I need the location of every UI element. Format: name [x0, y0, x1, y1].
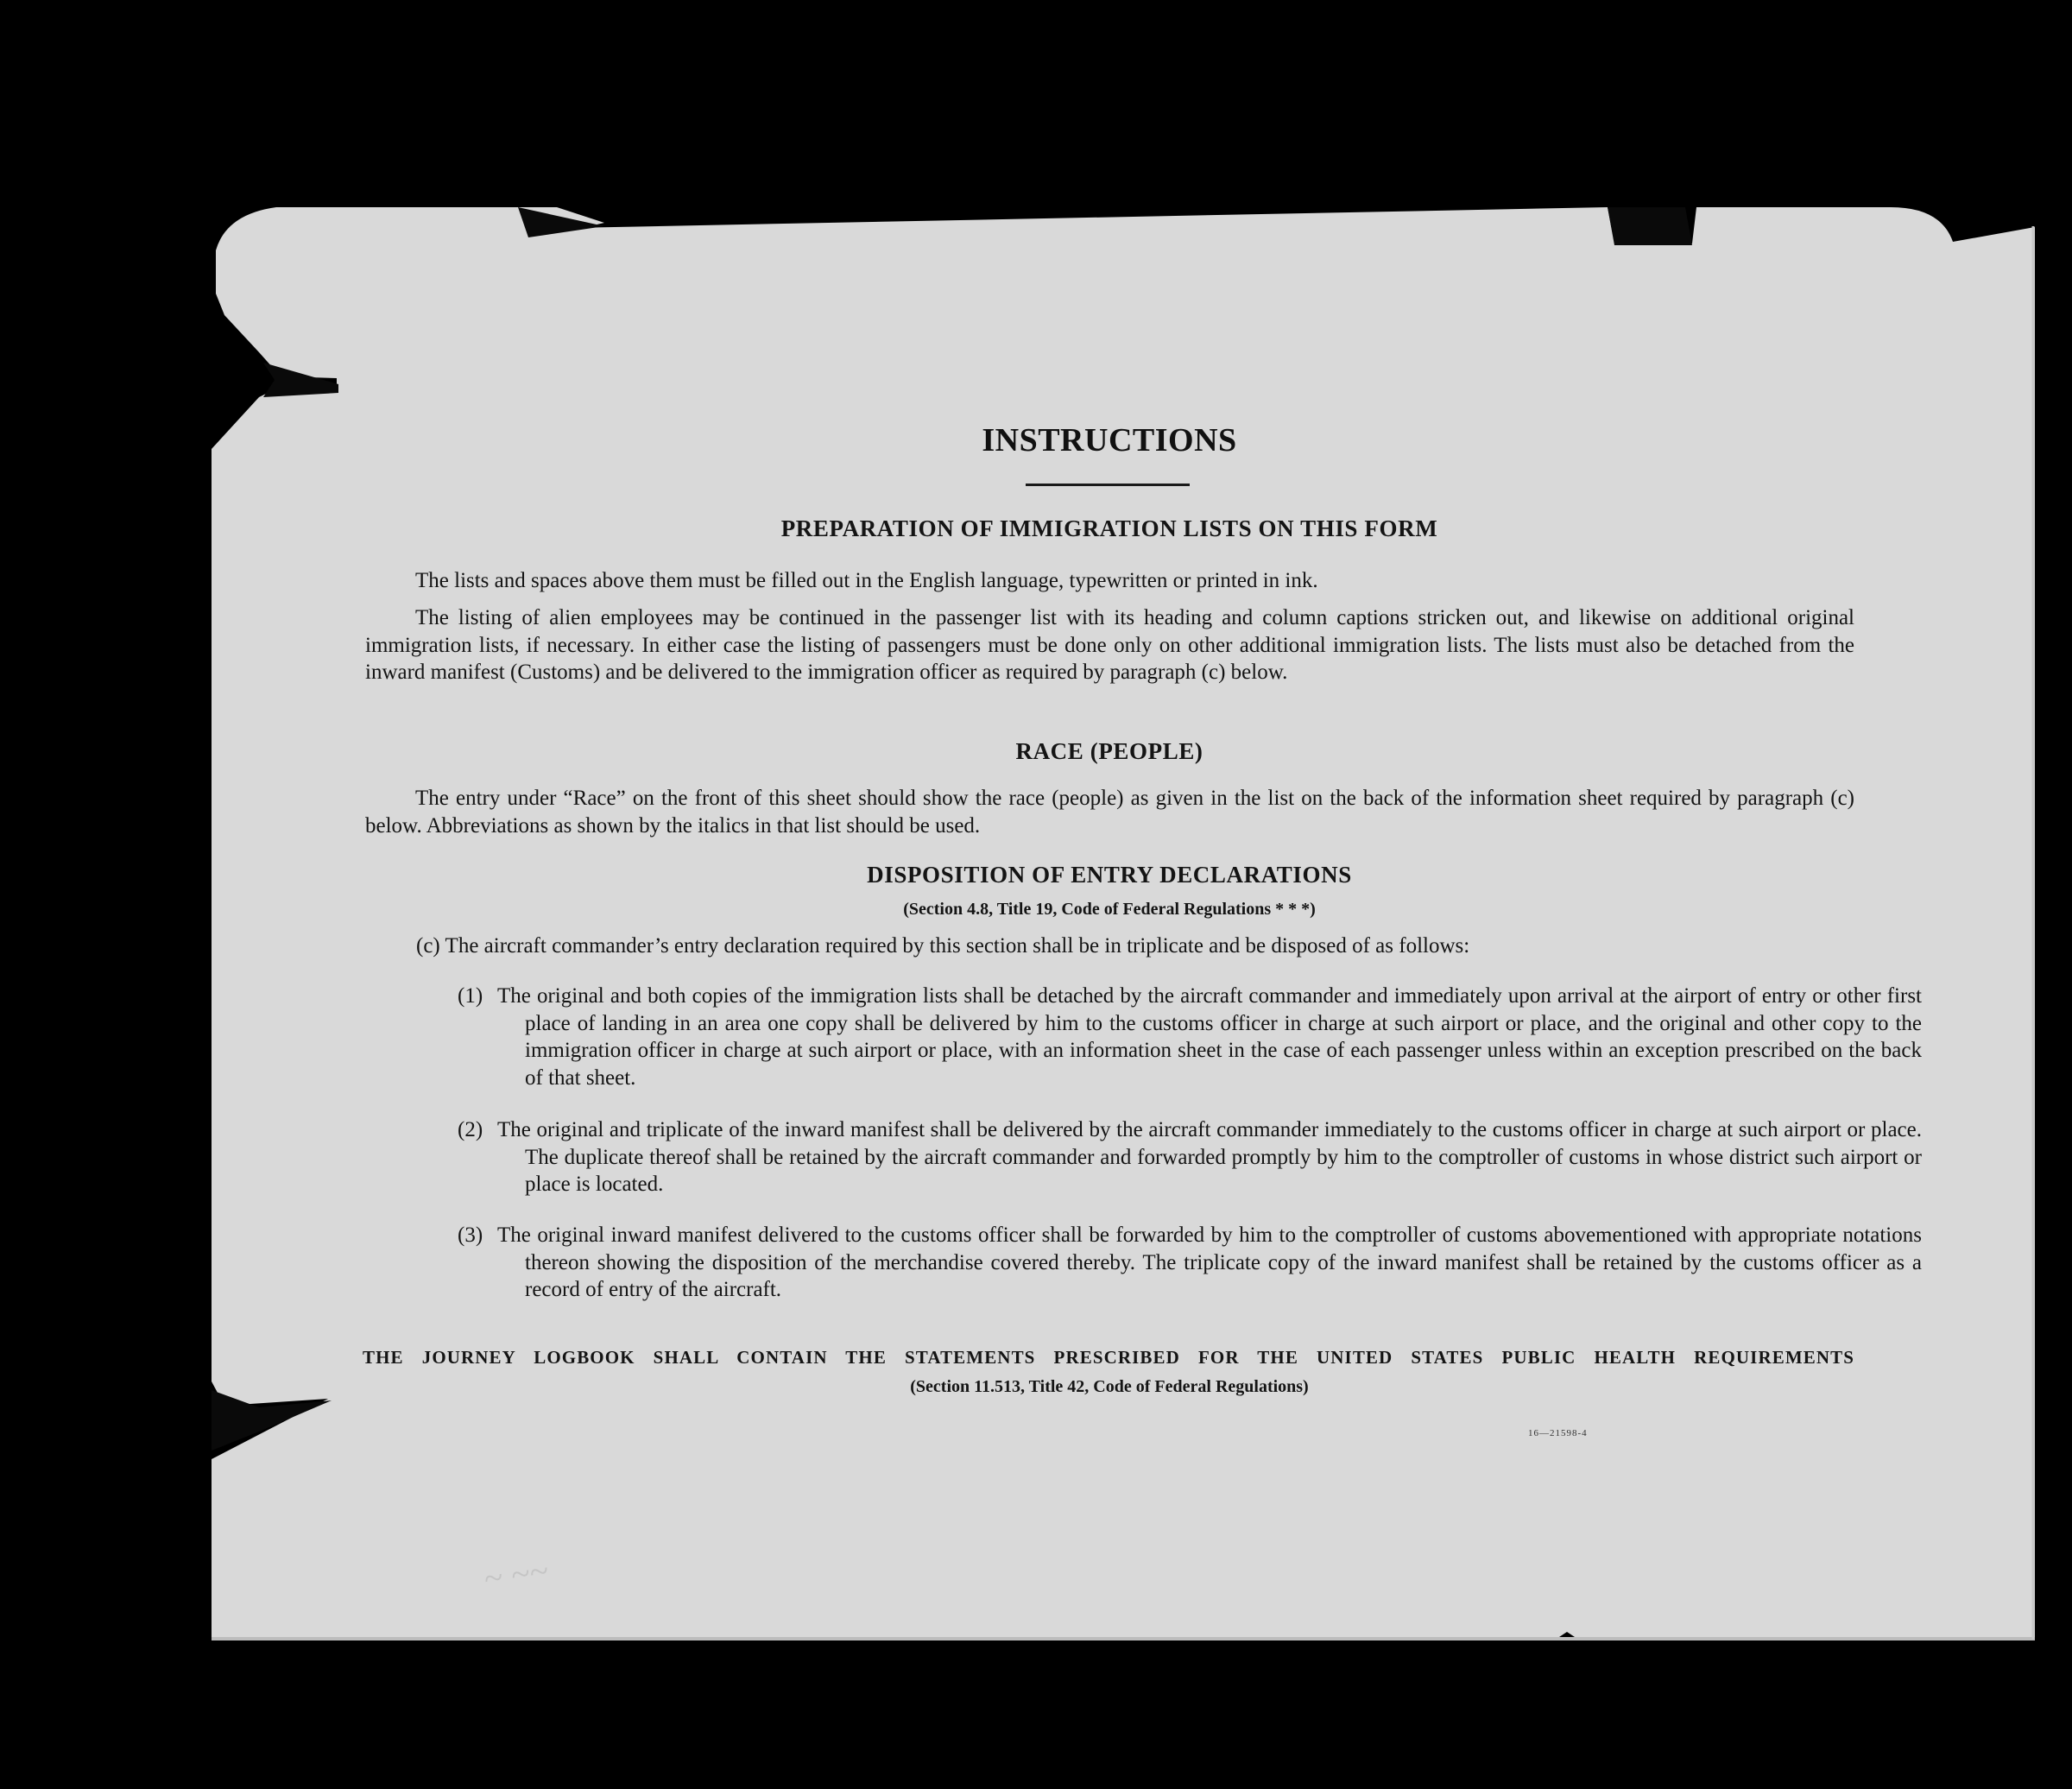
disposition-item-3 — [458, 1222, 1922, 1304]
heading-disposition: DISPOSITION OF ENTRY DECLARATIONS — [867, 862, 1352, 888]
disposition-intro: (c) The aircraft commander’s entry declaration required by this section shall be in triplicate and be disposed of as follows: — [416, 934, 1470, 958]
form-number: 16—21598-4 — [1528, 1428, 1588, 1438]
faint-signature-mark: ~ ~~ — [481, 1551, 551, 1598]
item-text: The original and triplicate of the inward manifest shall be delivered by the aircraft commander immediately to the customs officer in charge at such airport or place. The duplicate thereof shall be retained by the aircraft commander and forwarded promptly by him to the comptroller of customs in whose district such airport or place is located. — [497, 1118, 1922, 1196]
disposition-subnote: (Section 4.8, Title 19, Code of Federal Regulations * * *) — [903, 900, 1316, 919]
heading-preparation: PREPARATION OF IMMIGRATION LISTS ON THIS FORM — [780, 515, 1438, 541]
item-number: (1) — [458, 984, 483, 1008]
item-number: (3) — [458, 1223, 483, 1247]
disposition-item-1 — [458, 983, 1922, 1091]
footer-requirement-line: THE JOURNEY LOGBOOK SHALL CONTAIN THE STATEMENTS PRESCRIBED FOR THE UNITED STATES PUBLIC HEALTH REQUIREMENTS — [363, 1347, 1854, 1368]
preparation-paragraph-2: The listing of alien employees may be continued in the passenger list with its heading and column captions stricken out, and likewise on additional original immigration lists, if necessary. In either case the listing of passengers must be done only on other additional immigration lists. The lists must also be detached from the inward manifest (Customs) and be delivered to the immigration officer as required by paragraph (c) below. — [365, 606, 1854, 684]
item-text: The original inward manifest delivered to the customs officer shall be forwarded by him to the comptroller of customs abovementioned with appropriate notations thereon showing the disposition of the merchandise covered thereby. The triplicate copy of the inward manifest shall be retained by the customs officer as a record of entry of the aircraft. — [497, 1223, 1922, 1301]
disposition-item-2 — [458, 1116, 1922, 1198]
preparation-paragraph-1: The lists and spaces above them must be filled out in the English language, typewritten or printed in ink. — [415, 569, 1318, 592]
page-title: INSTRUCTIONS — [982, 422, 1237, 458]
item-number: (2) — [458, 1118, 483, 1141]
item-text: The original and both copies of the immigration lists shall be detached by the aircraft commander and immediately upon arrival at the airport of entry or other first place of landing in an area one copy shall be delivered by him to the customs officer in charge at such airport or place, and the original and other copy to the immigration officer in charge at such airport or place, with an information sheet in the case of each passenger unless within an exception prescribed on the back of that sheet. — [497, 984, 1922, 1090]
footer-citation: (Section 11.513, Title 42, Code of Federal Regulations) — [910, 1377, 1309, 1396]
heading-race: RACE (PEOPLE) — [1015, 738, 1203, 764]
race-paragraph: The entry under “Race” on the front of this sheet should show the race (people) as given in the list on the back of the information sheet required by paragraph (c) below. Abbreviations as shown by the italics in that list should be used. — [365, 787, 1854, 838]
title-underline — [1026, 484, 1190, 486]
